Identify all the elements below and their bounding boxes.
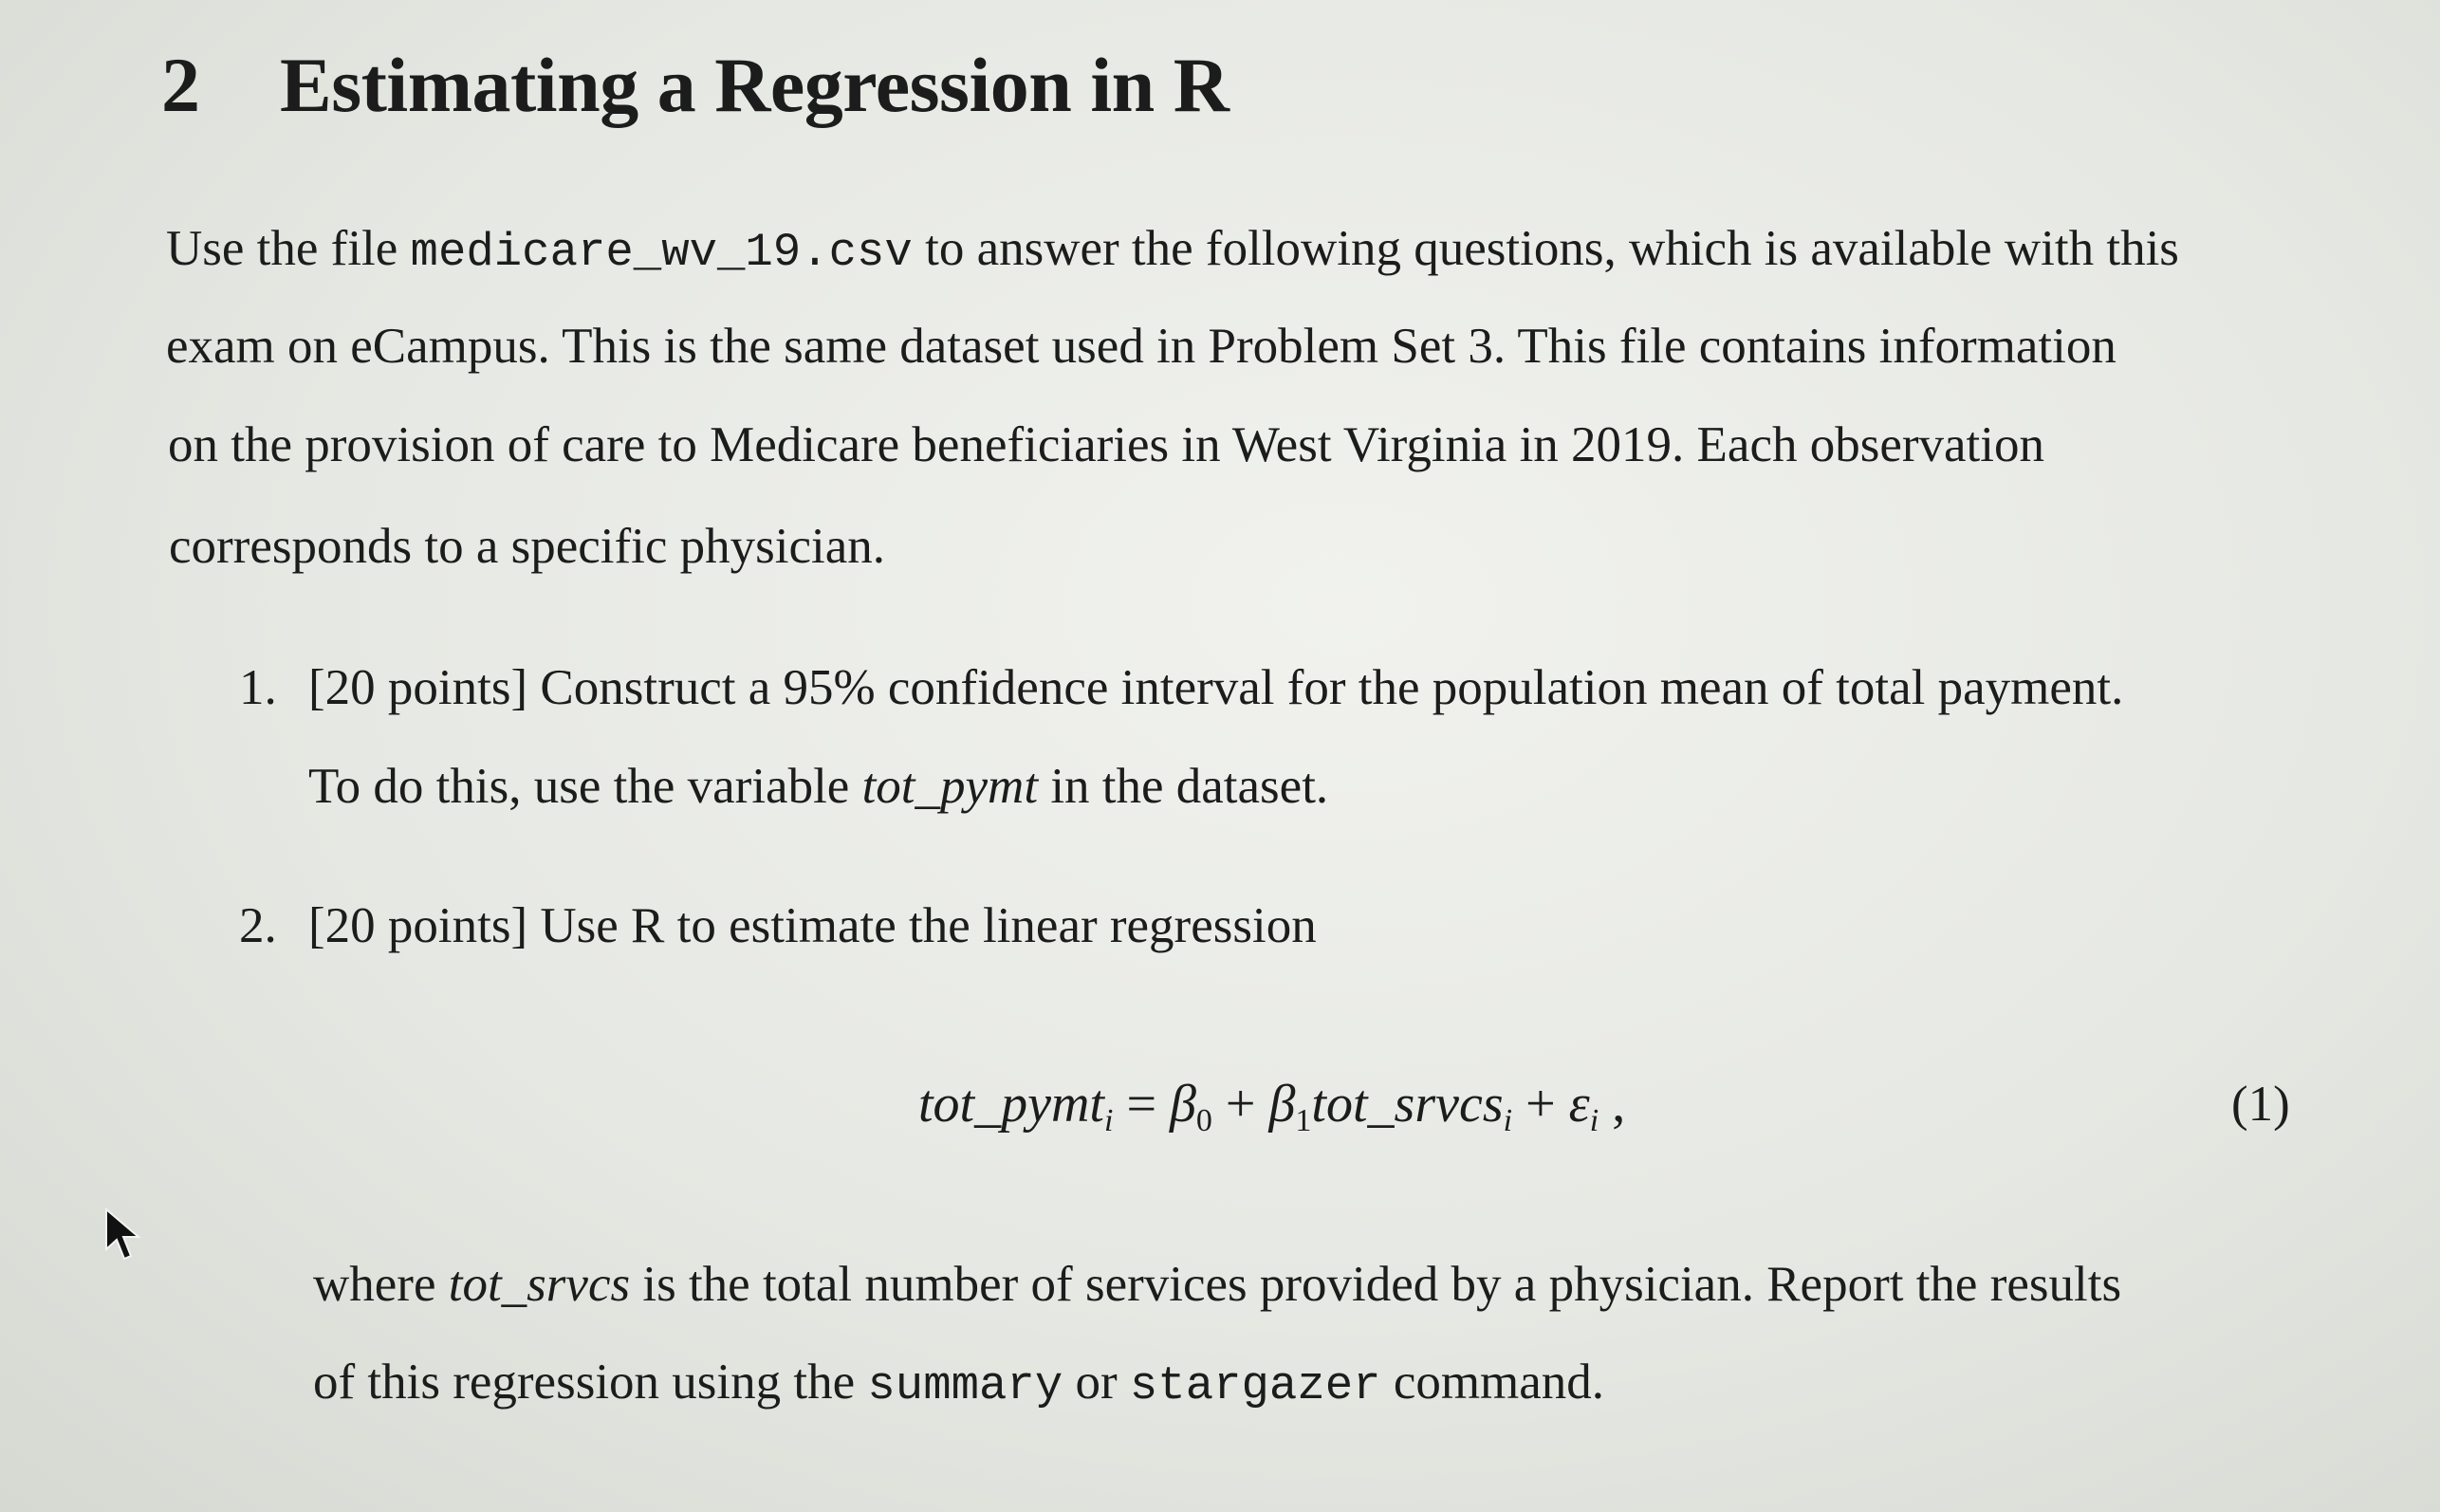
command-summary: summary	[867, 1359, 1063, 1412]
question-1-line-2	[308, 756, 1328, 817]
section-number: 2	[161, 42, 200, 128]
eq-tail: ,	[1599, 1075, 1626, 1134]
question-2-number: 2.	[239, 898, 277, 953]
question-2-line-4	[313, 1352, 1604, 1416]
eq-plus: +	[1211, 1075, 1269, 1134]
question-1-line-1: [20 points] Construct a 95% confidence interval for the population mean of total payment.	[308, 660, 2124, 715]
q2-text: where	[313, 1257, 449, 1312]
intro-text: to answer the following questions, which is available with this	[912, 221, 2179, 276]
q1-text: To do this, use the variable	[308, 759, 862, 814]
intro-line-1	[166, 218, 2179, 283]
eq-equals: =	[1113, 1075, 1171, 1134]
filename-code: medicare_wv_19.csv	[410, 226, 913, 279]
eq-var: tot_srvcs	[1311, 1075, 1504, 1134]
section-title: Estimating a Regression in R	[280, 42, 1229, 128]
q2-text: of this regression using the	[313, 1355, 868, 1410]
eq-lhs-sub: i	[1103, 1103, 1114, 1138]
q1-text: in the dataset.	[1038, 759, 1329, 814]
eq-epsilon: ε	[1568, 1075, 1590, 1134]
eq-beta1-sub: 1	[1295, 1103, 1312, 1138]
intro-line-4: corresponds to a specific physician.	[169, 519, 886, 574]
intro-line-3: on the provision of care to Medicare beneficiaries in West Virginia in 2019. Each observation	[168, 417, 2045, 472]
eq-epsilon-sub: i	[1589, 1103, 1599, 1138]
variable-tot-pymt: tot_pymt	[861, 759, 1039, 814]
regression-equation	[918, 1072, 1625, 1153]
intro-line-2: exam on eCampus. This is the same dataset used in Problem Set 3. This file contains information	[166, 319, 2117, 374]
eq-beta0-sub: 0	[1195, 1103, 1212, 1138]
question-2-line-1: [20 points] Use R to estimate the linear regression	[308, 898, 1317, 953]
eq-beta0: β	[1170, 1075, 1196, 1134]
question-1-number: 1.	[239, 660, 277, 715]
command-stargazer: stargazer	[1129, 1359, 1381, 1412]
mouse-pointer-icon	[104, 1208, 142, 1264]
equation-number: (1)	[2231, 1077, 2290, 1132]
question-2-line-3	[313, 1254, 2121, 1315]
q2-text: command.	[1380, 1355, 1605, 1410]
eq-beta1: β	[1268, 1075, 1296, 1134]
section-heading	[161, 38, 1229, 133]
q2-text: or	[1063, 1355, 1130, 1410]
q2-text: is the total number of services provided by a physician. Report the results	[630, 1257, 2122, 1312]
eq-var-sub: i	[1503, 1103, 1513, 1138]
intro-text: Use the file	[166, 221, 411, 276]
eq-lhs: tot_pymt	[918, 1075, 1104, 1134]
variable-tot-srvcs: tot_srvcs	[448, 1257, 631, 1312]
eq-plus: +	[1512, 1075, 1569, 1134]
